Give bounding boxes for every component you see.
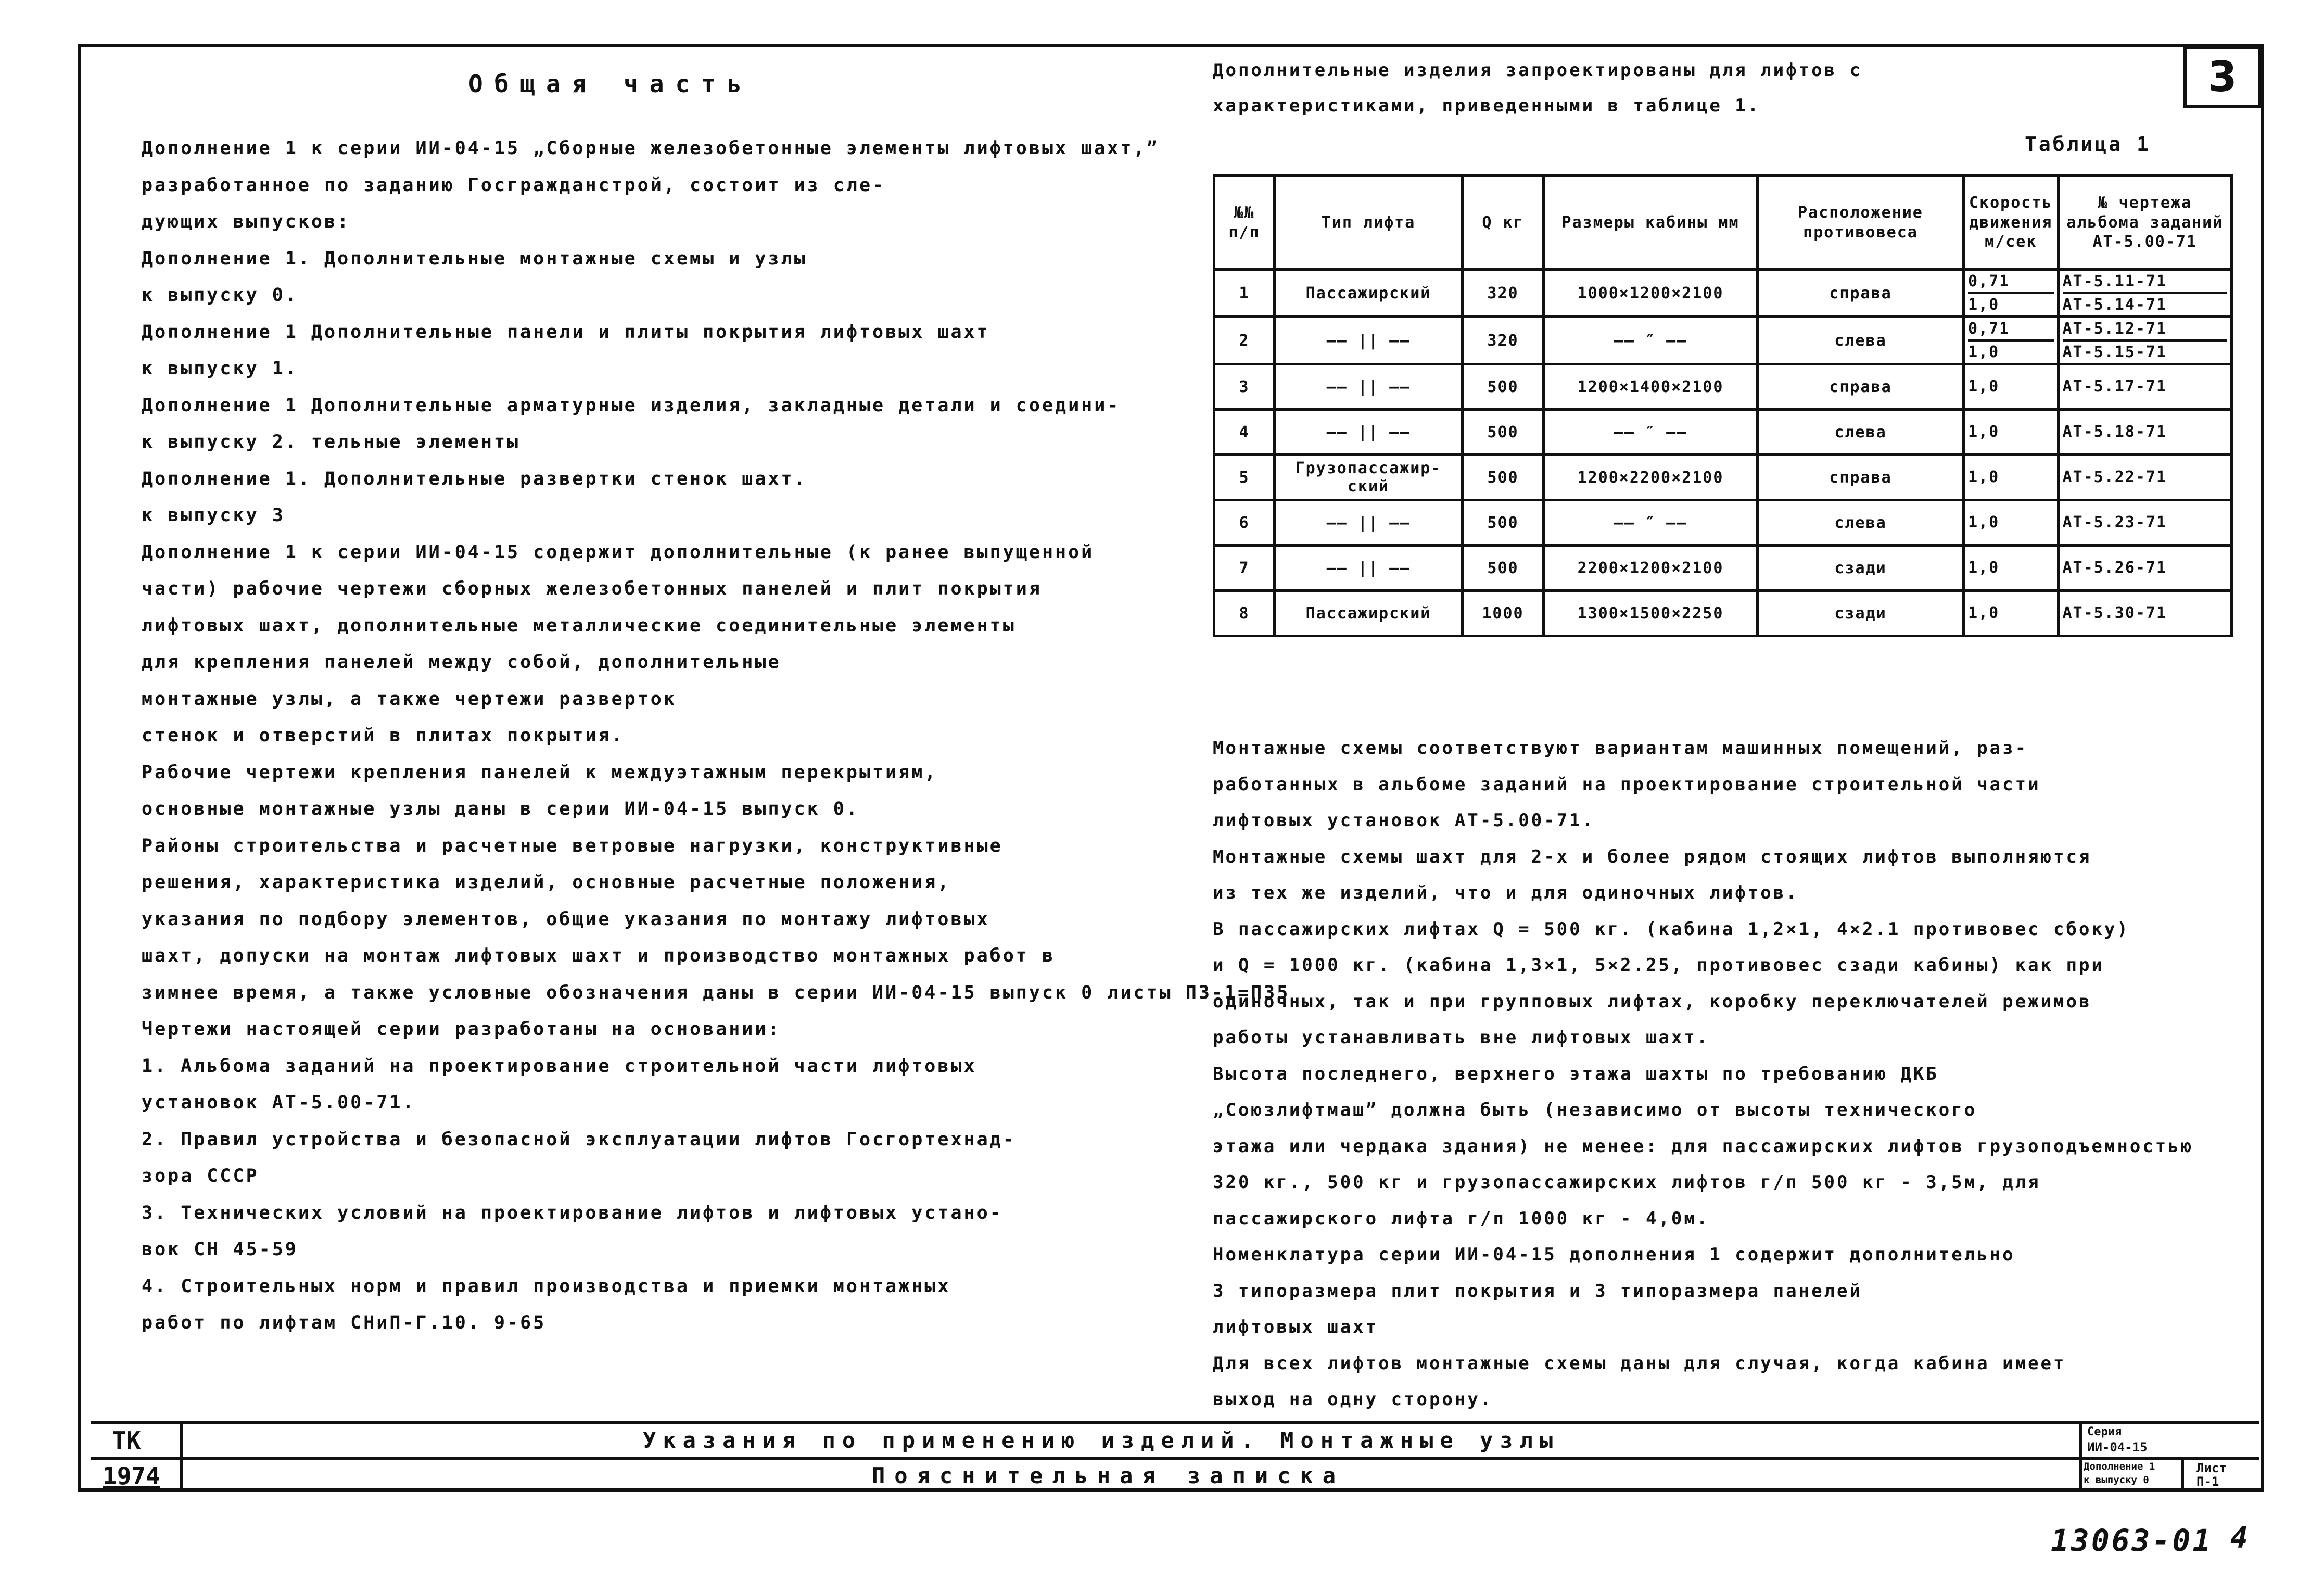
- cell-cabin-size: —— ″ ——: [1544, 500, 1758, 546]
- text-line: стенок и отверстий в плитах покрытия.: [142, 725, 625, 746]
- text-line: Рабочие чертежи крепления панелей к междуэтажным перекрытиям,: [142, 762, 938, 783]
- header-number: №№ п/п: [1214, 176, 1275, 270]
- stamp-title-line2: Пояснительная записка: [872, 1463, 1345, 1488]
- title-block-divider-2: [2079, 1421, 2082, 1492]
- cell-load: 320: [1463, 317, 1544, 364]
- cell-lift-type: Пассажирский: [1275, 270, 1463, 317]
- header-counterweight: Расположение противовеса: [1758, 176, 1964, 270]
- title-block-divider-3: [2181, 1457, 2184, 1492]
- cell-counterweight: сзади: [1758, 546, 1964, 591]
- text-line: монтажные узлы, а также чертежи разверток: [142, 688, 677, 710]
- text-line: характеристиками, приведенными в таблице 1.: [1213, 95, 1761, 116]
- table-row: [1214, 410, 2232, 455]
- text-line: Дополнение 1 Дополнительные арматурные изделия, закладные детали и соедини-: [142, 395, 1121, 416]
- cell-speed: [1964, 500, 2059, 546]
- cell-lift-type: —— || ——: [1275, 317, 1463, 364]
- cell-cabin-size: —— ″ ——: [1544, 410, 1758, 455]
- text-line: пассажирского лифта г/п 1000 кг - 4,0м.: [1213, 1208, 1710, 1229]
- text-line: разработанное по заданию Госгражданстрой, состоит из сле-: [142, 174, 886, 196]
- speed-value: 1,0: [1968, 423, 2000, 441]
- cell-lift-type: —— || ——: [1275, 410, 1463, 455]
- stamp-sheet-value: П-1: [2196, 1474, 2219, 1489]
- text-line: лифтовых шахт, дополнительные металлические соединительные элементы: [142, 615, 1016, 636]
- cell-counterweight: справа: [1758, 270, 1964, 317]
- sheet-number: 3: [2183, 46, 2262, 108]
- text-line: Дополнение 1 к серии ИИ-04-15 „Сборные железобетонные элементы лифтовых шахт,”: [142, 138, 1160, 159]
- text-line: 3. Технических условий на проектирование лифтов и лифтовых устано-: [142, 1202, 1003, 1223]
- text-line: к выпуску 0.: [142, 285, 298, 306]
- cell-cabin-size: 1300×1500×2250: [1544, 591, 1758, 636]
- speed-value: 1,0: [1968, 604, 2000, 622]
- cell-load: 500: [1463, 455, 1544, 500]
- text-line: лифтовых шахт: [1213, 1317, 1379, 1337]
- cell-speed: [1964, 270, 2059, 317]
- text-line: В пассажирских лифтах Q = 500 кг. (кабина 1,2×1, 4×2.1 противовес сбоку): [1213, 918, 2130, 940]
- text-line: этажа или чердака здания) не менее: для пассажирских лифтов грузоподъемностью: [1213, 1135, 2194, 1157]
- text-line: 4. Строительных норм и правил производства и приемки монтажных: [142, 1275, 951, 1297]
- cell-load: 500: [1463, 500, 1544, 546]
- stamp-org: ТК: [112, 1426, 141, 1455]
- text-line: вок СН 45-59: [142, 1239, 298, 1260]
- stamp-supplement-value: к выпуску 0: [2084, 1474, 2149, 1486]
- drawing-value: АТ-5.26-71: [2062, 559, 2167, 577]
- cell-drawing: [2058, 270, 2232, 317]
- stamp-sheet-label: Лист: [2196, 1461, 2227, 1475]
- speed-value: 0,71: [1968, 320, 2010, 338]
- table-row: [1214, 591, 2232, 636]
- text-line: работанных в альбоме заданий на проектирование строительной части: [1213, 774, 2041, 795]
- cell-number: 1: [1214, 270, 1275, 317]
- text-line: шахт, допуски на монтаж лифтовых шахт и производство монтажных работ в: [142, 945, 1056, 966]
- table-row: [1214, 317, 2232, 364]
- cell-number: 8: [1214, 591, 1275, 636]
- left-title: Общая часть: [468, 70, 753, 98]
- cell-load: 500: [1463, 364, 1544, 410]
- cell-cabin-size: 2200×1200×2100: [1544, 546, 1758, 591]
- text-line: работ по лифтам СНиП-Г.10. 9-65: [142, 1312, 547, 1333]
- text-line: 3 типоразмера плит покрытия и 3 типоразмера панелей: [1213, 1280, 1862, 1302]
- cell-speed: [1964, 317, 2059, 364]
- speed-value: 1,0: [1968, 468, 2000, 486]
- text-line: выход на одну сторону.: [1213, 1389, 1493, 1410]
- text-line: работы устанавливать вне лифтовых шахт.: [1213, 1027, 1710, 1048]
- stamp-series-value: ИИ-04-15: [2087, 1440, 2148, 1455]
- speed-value: 1,0: [1968, 377, 2000, 396]
- stamp-series-label: Серия: [2087, 1425, 2122, 1438]
- drawing-value: АТ-5.17-71: [2062, 377, 2167, 396]
- drawing-value: АТ-5.22-71: [2062, 468, 2167, 486]
- cell-load: 320: [1463, 270, 1544, 317]
- header-cabin-size: Размеры кабины мм: [1544, 176, 1758, 270]
- text-line: зора СССР: [142, 1166, 259, 1186]
- stamp-title-line1: Указания по применению изделий. Монтажные узлы: [643, 1427, 1560, 1453]
- stamp-year: 1974: [103, 1462, 160, 1490]
- title-block-divider-1: [180, 1421, 183, 1492]
- cell-drawing: [2058, 591, 2232, 636]
- text-line: дующих выпусков:: [142, 211, 351, 232]
- speed-value: 1,0: [1968, 292, 2054, 315]
- text-line: Дополнение 1. Дополнительные развертки стенок шахт.: [142, 468, 807, 489]
- header-lift-type: Тип лифта: [1275, 176, 1463, 270]
- cell-load: 1000: [1463, 591, 1544, 636]
- cell-cabin-size: 1000×1200×2100: [1544, 270, 1758, 317]
- header-speed: Скорость движения м/сек: [1964, 176, 2059, 270]
- text-line: Дополнение 1 Дополнительные панели и плиты покрытия лифтовых шахт: [142, 321, 990, 343]
- drawing-value: АТ-5.11-71: [2062, 272, 2167, 290]
- text-line: к выпуску 1.: [142, 358, 298, 379]
- title-block: [91, 1421, 2259, 1492]
- cell-cabin-size: 1200×1400×2100: [1544, 364, 1758, 410]
- cell-speed: [1964, 364, 2059, 410]
- cell-number: 5: [1214, 455, 1275, 500]
- drawing-value: АТ-5.30-71: [2062, 604, 2167, 622]
- text-line: и Q = 1000 кг. (кабина 1,3×1, 5×2.25, противовес сзади кабины) как при: [1213, 955, 2104, 976]
- table-caption: Таблица 1: [2025, 133, 2151, 156]
- cell-load: 500: [1463, 410, 1544, 455]
- cell-number: 3: [1214, 364, 1275, 410]
- speed-value: 1,0: [1968, 559, 2000, 577]
- text-line: „Союзлифтмаш” должна быть (независимо от высоты технического: [1213, 1100, 1977, 1120]
- speed-value: 1,0: [1968, 513, 2000, 532]
- cell-speed: [1964, 410, 2059, 455]
- cell-drawing: [2058, 455, 2232, 500]
- text-line: Дополнительные изделия запроектированы для лифтов с: [1213, 60, 1862, 81]
- cell-speed: [1964, 591, 2059, 636]
- table-row: [1214, 364, 2232, 410]
- drawing-value: АТ-5.18-71: [2062, 423, 2167, 441]
- text-line: Дополнение 1 к серии ИИ-04-15 содержит дополнительные (к ранее выпущенной: [142, 541, 1095, 563]
- text-line: указания по подбору элементов, общие указания по монтажу лифтовых: [142, 908, 990, 930]
- table-body: [1214, 270, 2232, 636]
- cell-counterweight: слева: [1758, 500, 1964, 546]
- text-line: из тех же изделий, что и для одиночных лифтов.: [1213, 882, 1799, 903]
- cell-lift-type: —— || ——: [1275, 364, 1463, 410]
- text-line: Номенклатура серии ИИ-04-15 дополнения 1 содержит дополнительно: [1213, 1244, 2015, 1265]
- text-line: установок АТ-5.00-71.: [142, 1092, 416, 1113]
- cell-lift-type: Грузопассажир-ский: [1275, 455, 1463, 500]
- cell-speed: [1964, 546, 2059, 591]
- cell-drawing: [2058, 364, 2232, 410]
- cell-number: 2: [1214, 317, 1275, 364]
- corner-mark: 4: [2230, 1521, 2248, 1555]
- header-drawing: № чертежа альбома заданий АТ-5.00-71: [2058, 176, 2232, 270]
- cell-number: 4: [1214, 410, 1275, 455]
- text-line: к выпуску 2. тельные элементы: [142, 432, 520, 452]
- text-line: Монтажные схемы соответствуют вариантам машинных помещений, раз-: [1213, 738, 2028, 759]
- cell-cabin-size: —— ″ ——: [1544, 317, 1758, 364]
- table-row: [1214, 455, 2232, 500]
- text-line: решения, характеристика изделий, основные расчетные положения,: [142, 872, 951, 893]
- text-line: Районы строительства и расчетные ветровые нагрузки, конструктивные: [142, 835, 1003, 856]
- drawing-value: АТ-5.14-71: [2063, 292, 2228, 315]
- stamp-supplement-label: Дополнение 1: [2084, 1461, 2155, 1472]
- text-line: зимнее время, а также условные обозначения даны в серии ИИ-04-15 выпуск 0 листы ПЗ-1=ПЗ5: [142, 982, 1290, 1003]
- cell-lift-type: Пассажирский: [1275, 591, 1463, 636]
- cell-counterweight: справа: [1758, 455, 1964, 500]
- cell-number: 7: [1214, 546, 1275, 591]
- text-line: 1. Альбома заданий на проектирование строительной части лифтовых: [142, 1055, 977, 1077]
- drawing-value: АТ-5.15-71: [2063, 339, 2228, 363]
- cell-lift-type: —— || ——: [1275, 500, 1463, 546]
- text-line: Монтажные схемы шахт для 2-х и более рядом стоящих лифтов выполняются: [1213, 846, 2092, 867]
- text-line: одиночных, так и при групповых лифтах, коробку переключателей режимов: [1213, 991, 2092, 1012]
- text-line: для крепления панелей между собой, дополнительные: [142, 652, 781, 673]
- drawing-value: АТ-5.12-71: [2062, 320, 2167, 338]
- cell-number: 6: [1214, 500, 1275, 546]
- text-line: Дополнение 1. Дополнительные монтажные схемы и узлы: [142, 248, 807, 269]
- lift-spec-table: [1213, 174, 2233, 637]
- cell-counterweight: сзади: [1758, 591, 1964, 636]
- header-load: Q кг: [1463, 176, 1544, 270]
- cell-drawing: [2058, 546, 2232, 591]
- speed-value: 0,71: [1968, 272, 2010, 290]
- document-number: 13063-01: [2051, 1523, 2213, 1558]
- text-line: лифтовых установок АТ-5.00-71.: [1213, 810, 1595, 831]
- cell-counterweight: слева: [1758, 317, 1964, 364]
- cell-counterweight: справа: [1758, 364, 1964, 410]
- text-line: к выпуску 3: [142, 505, 285, 526]
- table-row: [1214, 500, 2232, 546]
- cell-drawing: [2058, 410, 2232, 455]
- speed-value: 1,0: [1968, 339, 2054, 363]
- text-line: Чертежи настоящей серии разработаны на основании:: [142, 1019, 781, 1040]
- cell-load: 500: [1463, 546, 1544, 591]
- cell-cabin-size: 1200×2200×2100: [1544, 455, 1758, 500]
- text-line: части) рабочие чертежи сборных железобетонных панелей и плит покрытия: [142, 578, 1042, 599]
- text-line: основные монтажные узлы даны в серии ИИ-04-15 выпуск 0.: [142, 799, 859, 819]
- text-line: 2. Правил устройства и безопасной эксплуатации лифтов Госгортехнад-: [142, 1129, 1016, 1150]
- cell-counterweight: слева: [1758, 410, 1964, 455]
- table-row: [1214, 270, 2232, 317]
- text-line: Высота последнего, верхнего этажа шахты по требованию ДКБ: [1213, 1063, 1939, 1084]
- text-line: 320 кг., 500 кг и грузопассажирских лифтов г/п 500 кг - 3,5м, для: [1213, 1172, 2041, 1193]
- cell-speed: [1964, 455, 2059, 500]
- cell-drawing: [2058, 500, 2232, 546]
- text-line: Для всех лифтов монтажные схемы даны для случая, когда кабина имеет: [1213, 1353, 2066, 1374]
- table-row: [1214, 546, 2232, 591]
- cell-lift-type: —— || ——: [1275, 546, 1463, 591]
- drawing-value: АТ-5.23-71: [2062, 513, 2167, 532]
- table-header-row: [1214, 176, 2232, 270]
- cell-drawing: [2058, 317, 2232, 364]
